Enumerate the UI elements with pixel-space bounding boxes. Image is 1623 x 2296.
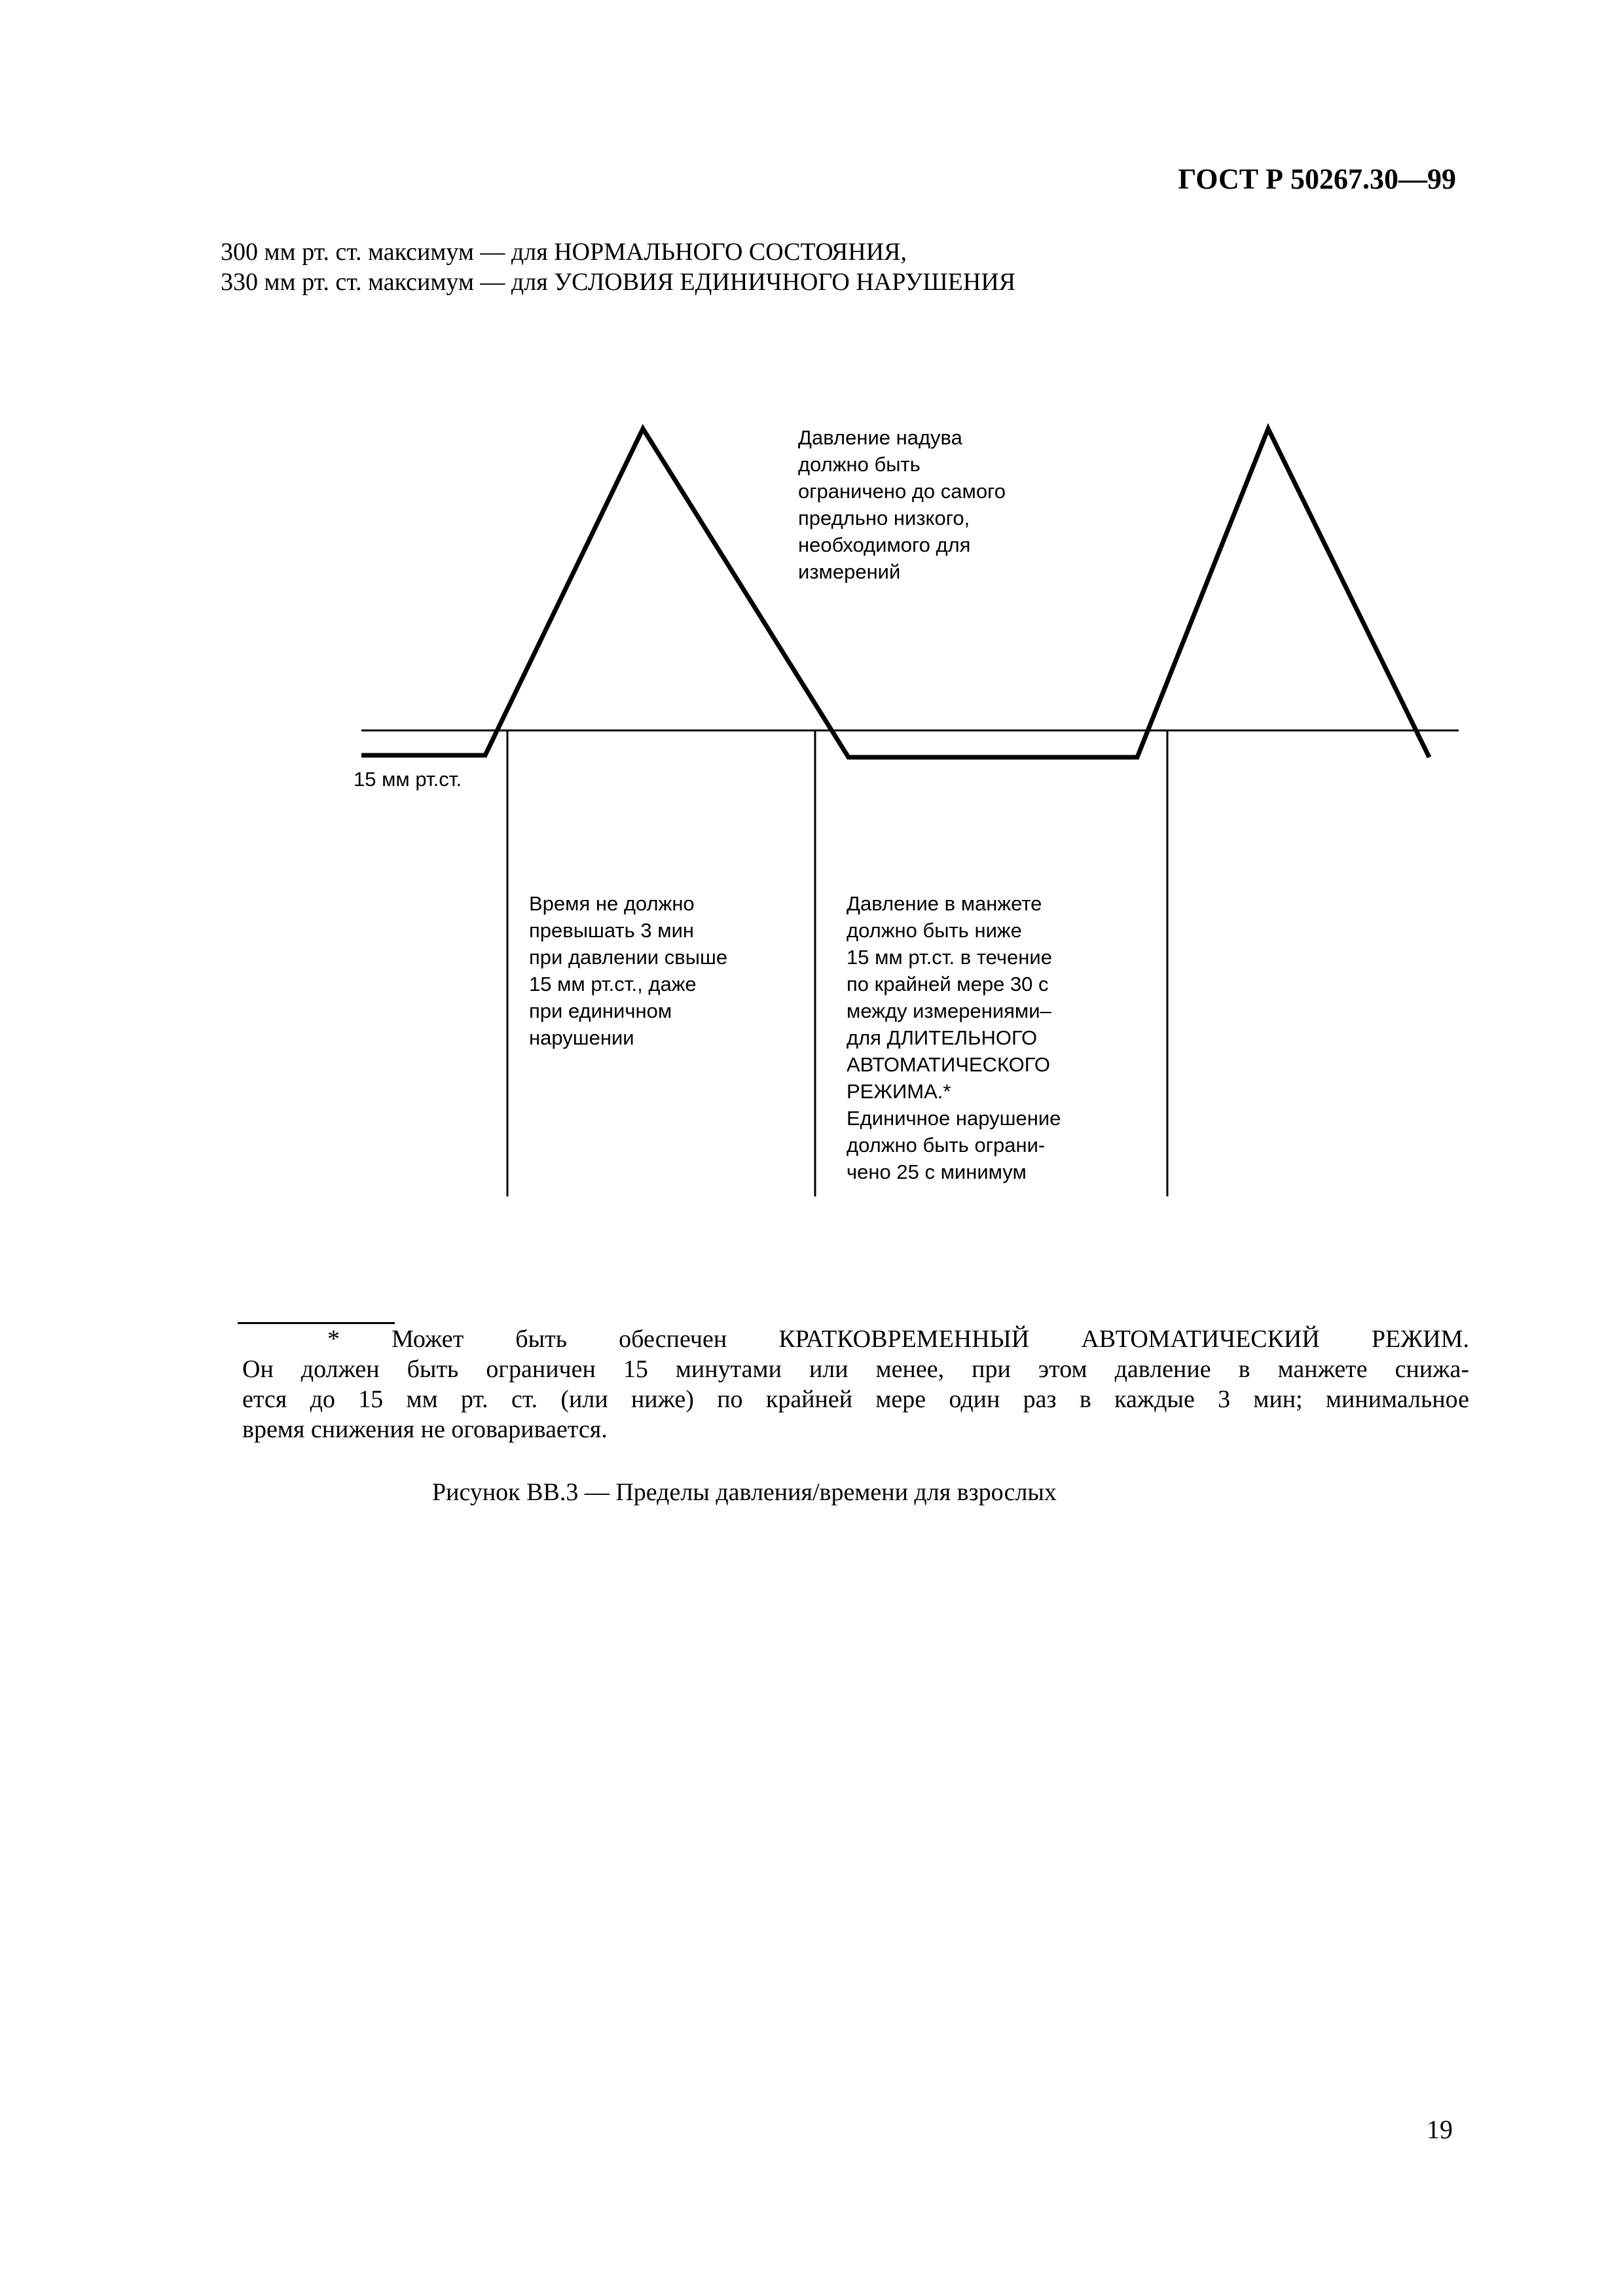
inflation-note-line: должно быть (798, 453, 921, 476)
baseline-label: 15 мм рт.ст. (354, 768, 462, 791)
footnote-line: Он должен быть ограничен 15 минутами или менее, при этом давление в манжете снижа- (242, 1355, 1469, 1383)
inflation-note-line: необходимого для (798, 533, 971, 556)
footnote-line: время снижения не оговаривается. (242, 1416, 608, 1443)
time-limit-note-line: при давлении свыше (529, 946, 728, 969)
time-limit-note-line: превышать 3 мин (529, 919, 695, 942)
cuff-pressure-note-line: Давление в манжете (847, 892, 1042, 915)
page-number: 19 (1427, 2115, 1453, 2144)
inflation-note-line: измерений (798, 560, 901, 583)
figure-caption: Рисунок ВВ.3 — Пределы давления/времени для взрослых (432, 1479, 1057, 1506)
footnote (242, 1324, 1469, 1444)
cuff-pressure-note-line: по крайней мере 30 с (847, 973, 1049, 996)
cuff-pressure-note-line: Единичное нарушение (847, 1107, 1061, 1130)
cuff-pressure-note (847, 890, 1061, 1185)
cuff-pressure-note-line: должно быть ограни- (847, 1134, 1046, 1157)
time-limit-note (529, 890, 727, 1051)
inflation-note-line: предльно низкого, (798, 507, 970, 529)
cuff-pressure-note-line: должно быть ниже (847, 919, 1022, 942)
time-limit-note-line: Время не должно (529, 892, 695, 915)
cuff-pressure-note-line: чено 25 с минимум (847, 1160, 1027, 1183)
document-code: ГОСТ Р 50267.30—99 (1178, 163, 1456, 195)
cuff-pressure-note-line: для ДЛИТЕЛЬНОГО (847, 1026, 1038, 1049)
inflation-note-line: Давление надува (798, 426, 962, 449)
footnote-line: * Может быть обеспечен КРАТКОВРЕМЕННЫЙ АВТОМАТИЧЕСКИЙ РЕЖИМ. (327, 1325, 1469, 1353)
limit-normal-condition: 300 мм рт. ст. максимум — для НОРМАЛЬНОГО СОСТОЯНИЯ, (221, 238, 907, 266)
footnote-line: ется до 15 мм рт. ст. (или ниже) по крайней мере один раз в каждые 3 мин; минимальное (242, 1386, 1469, 1413)
cuff-pressure-note-line: между измерениями– (847, 999, 1051, 1022)
inflation-note-line: ограничено до самого (798, 480, 1006, 503)
time-limit-note-line: при единичном (529, 999, 672, 1022)
limit-single-fault: 330 мм рт. ст. максимум — для УСЛОВИЯ ЕДИНИЧНОГО НАРУШЕНИЯ (221, 268, 1016, 296)
time-limit-note-line: 15 мм рт.ст., даже (529, 973, 697, 996)
inflation-note (798, 424, 1006, 585)
time-limit-note-line: нарушении (529, 1026, 634, 1049)
cuff-pressure-note-line: РЕЖИМА.* (847, 1080, 951, 1103)
cuff-pressure-note-line: 15 мм рт.ст. в течение (847, 946, 1052, 969)
cuff-pressure-note-line: АВТОМАТИЧЕСКОГО (847, 1053, 1050, 1076)
